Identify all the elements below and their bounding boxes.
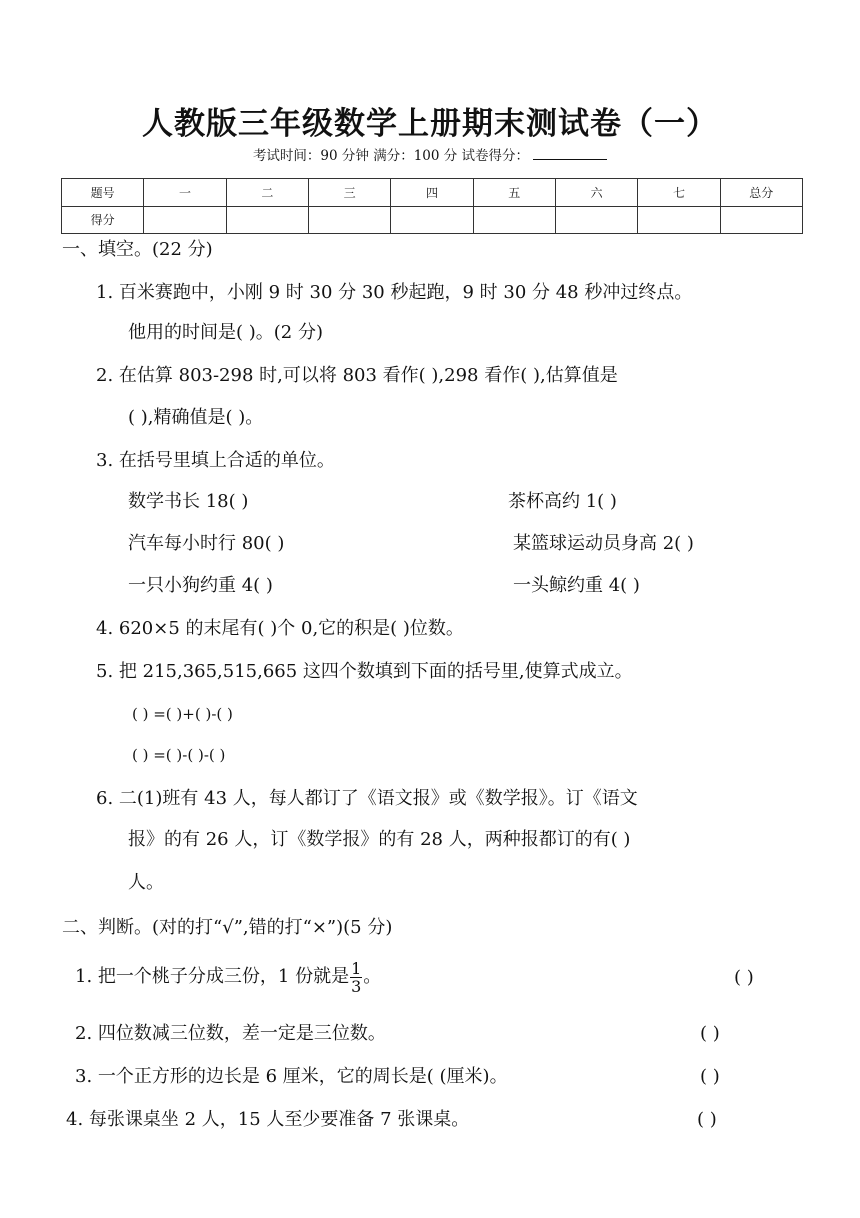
score-blank [533,147,607,160]
section-heading: 二、判断。(对的打“√”,错的打“×”)(5 分) [62,917,393,938]
score-cell: 得分 [62,206,144,234]
score-cell: 一 [144,179,226,207]
score-cell: 三 [308,179,390,207]
question-text: ( ),精确值是( )。 [128,407,264,428]
score-input-cell[interactable] [638,206,720,234]
fraction-denominator: 3 [351,976,362,996]
score-input-cell[interactable] [144,206,226,234]
equation: ( ) =( )-( )-( ) [132,746,226,764]
question-text: 人。 [128,872,164,893]
equation: ( ) =( )+( )-( ) [132,705,233,723]
section-heading: 一、填空。(22 分) [62,239,213,260]
score-cell: 题号 [62,179,144,207]
score-input-cell[interactable] [308,206,390,234]
question-text: 2. 在估算 803-298 时,可以将 803 看作( ),298 看作( ),估算值是 [96,365,618,386]
answer-paren[interactable]: ( ) [697,1109,717,1130]
question-text: 数学书长 18( ) [128,491,249,512]
score-cell: 总分 [720,179,802,207]
score-cell: 五 [473,179,555,207]
score-table [61,178,803,234]
question-text: 5. 把 215,365,515,665 这四个数填到下面的括号里,使算式成立。 [96,661,633,682]
question-text: 报》的有 26 人，订《数学报》的有 28 人，两种报都订的有( ) [128,829,631,850]
score-input-cell[interactable] [391,206,473,234]
score-input-cell[interactable] [720,206,802,234]
question-text: 茶杯高约 1( ) [508,491,617,512]
score-cell: 六 [555,179,637,207]
score-cell: 七 [638,179,720,207]
exam-info [0,144,860,164]
answer-paren[interactable]: ( ) [700,1066,720,1087]
score-input-cell[interactable] [473,206,555,234]
question-text: 1. 百米赛跑中，小刚 9 时 30 分 30 秒起跑，9 时 30 分 48 秒冲过终点。 [96,282,693,303]
score-table-header-row [62,179,803,207]
fraction-one-third [350,960,362,995]
score-cell: 四 [391,179,473,207]
question-text: 一只小狗约重 4( ) [128,575,273,596]
score-table-score-row [62,206,803,234]
question-text: 汽车每小时行 80( ) [128,533,285,554]
score-input-cell[interactable] [226,206,308,234]
score-cell: 二 [226,179,308,207]
question-text: 6. 二(1)班有 43 人，每人都订了《语文报》或《数学报》。订《语文 [96,788,638,809]
question-text: 1. 把一个桃子分成三份，1 份就是 [75,966,350,987]
question-text: 4. 每张课桌坐 2 人，15 人至少要准备 7 张课桌。 [66,1109,470,1130]
score-input-cell[interactable] [555,206,637,234]
question-text: 2. 四位数减三位数，差一定是三位数。 [75,1023,386,1044]
question-text: 一头鲸约重 4( ) [513,575,640,596]
question-text: 。 [363,966,382,987]
judgement-item [75,955,381,999]
page-title: 人教版三年级数学上册期末测试卷（一） [142,106,718,142]
question-text: 他用的时间是( )。(2 分) [128,322,323,343]
answer-paren[interactable]: ( ) [700,1023,720,1044]
question-text: 3. 一个正方形的边长是 6 厘米，它的周长是( (厘米)。 [75,1066,508,1087]
exam-info-text: 考试时间：90 分钟 满分：100 分 试卷得分： [252,148,530,164]
question-text: 4. 620×5 的末尾有( )个 0,它的积是( )位数。 [96,618,464,639]
fraction-numerator: 1 [351,958,362,978]
answer-paren[interactable]: ( ) [734,967,754,988]
question-text: 某篮球运动员身高 2( ) [513,533,694,554]
question-text: 3. 在括号里填上合适的单位。 [96,450,335,471]
